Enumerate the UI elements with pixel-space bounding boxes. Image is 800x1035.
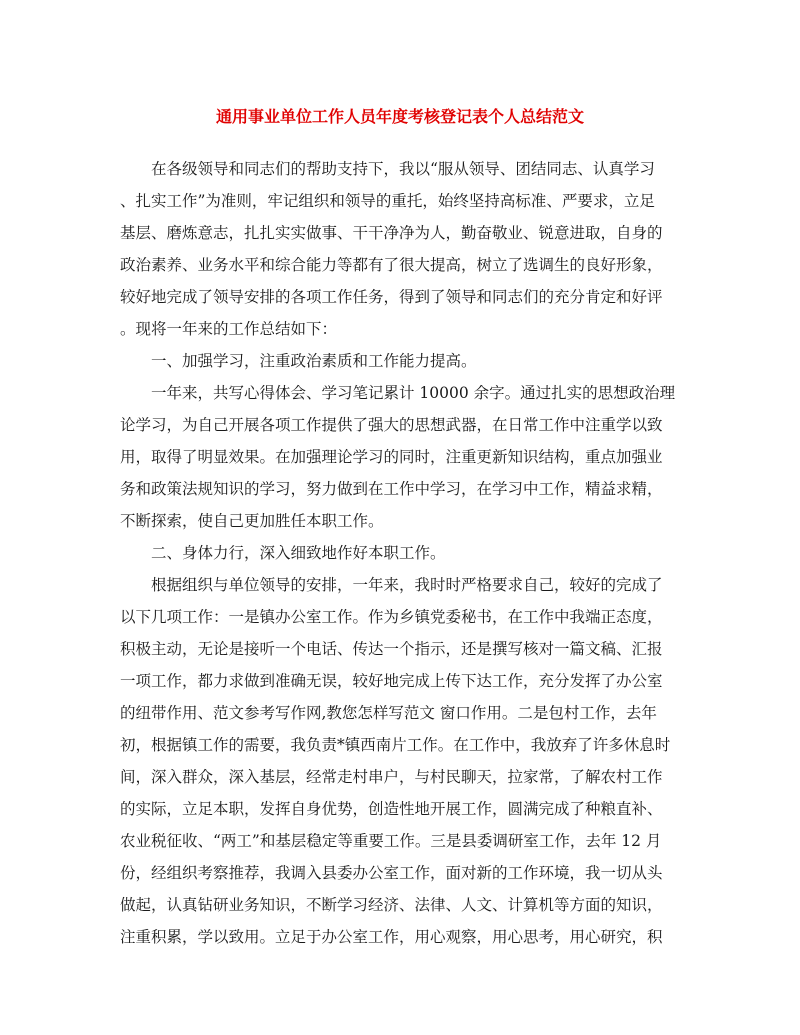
paragraph-line: 间，深入群众，深入基层，经常走村串户，与村民聊天，拉家常，了解农村工作 <box>120 768 663 786</box>
section-heading: 一、加强学习，注重政治素质和工作能力提高。 <box>151 352 477 370</box>
paragraph-line: 根据组织与单位领导的安排，一年来，我时时严格要求自己，较好的完成了 <box>151 576 663 594</box>
paragraph-line: 一项工作，都力求做到准确无误，较好地完成上传下达工作，充分发挥了办公室 <box>120 672 663 690</box>
paragraph-line: 注重积累，学以致用。立足于办公室工作，用心观察，用心思考，用心研究，积 <box>120 928 663 946</box>
paragraph-line: 论学习，为自己开展各项工作提供了强大的思想武器，在日常工作中注重学以致 <box>120 416 663 434</box>
paragraph-line: 的纽带作用、范文参考写作网,教您怎样写范文 窗口作用。二是包村工作，去年 <box>120 704 657 722</box>
document-title: 通用事业单位工作人员年度考核登记表个人总结范文 <box>215 107 584 126</box>
paragraph-line: 用，取得了明显效果。在加强理论学习的同时，注重更新知识结构，重点加强业 <box>120 448 663 466</box>
paragraph-line: 不断探索，使自己更加胜任本职工作。 <box>120 512 384 530</box>
paragraph-line: 农业税征收、“两工”和基层稳定等重要工作。三是县委调研室工作，去年 12 月 <box>120 832 662 850</box>
section-heading: 二、身体力行，深入细致地作好本职工作。 <box>151 544 446 562</box>
paragraph-line: 基层、磨炼意志，扎扎实实做事、干干净净为人，勤奋敬业、锐意进取，自身的 <box>120 224 663 242</box>
paragraph-line: 积极主动，无论是接听一个电话、传达一个指示，还是撰写核对一篇文稿、汇报 <box>120 640 663 658</box>
paragraph-line: 、扎实工作”为准则，牢记组织和领导的重托，始终坚持高标准、严要求，立足 <box>120 192 655 210</box>
paragraph-line: 的实际，立足本职，发挥自身优势，创造性地开展工作，圆满完成了种粮直补、 <box>120 800 663 818</box>
paragraph-line: 初，根据镇工作的需要，我负责*镇西南片工作。在工作中，我放弃了许多休息时 <box>120 736 671 754</box>
paragraph-line: 做起，认真钻研业务知识，不断学习经济、法律、人文、计算机等方面的知识， <box>120 896 663 914</box>
paragraph-line: 。现将一年来的工作总结如下： <box>120 320 338 338</box>
paragraph-line: 务和政策法规知识的学习，努力做到在工作中学习，在学习中工作，精益求精， <box>120 480 663 498</box>
paragraph-line: 份，经组织考察推荐，我调入县委办公室工作，面对新的工作环境，我一切从头 <box>120 864 663 882</box>
paragraph-line: 以下几项工作：一是镇办公室工作。作为乡镇党委秘书，在工作中我端正态度， <box>120 608 663 626</box>
paragraph-line: 政治素养、业务水平和综合能力等都有了很大提高，树立了选调生的良好形象， <box>120 256 663 274</box>
paragraph-line: 在各级领导和同志们的帮助支持下，我以“服从领导、团结同志、认真学习 <box>151 160 655 178</box>
paragraph-line: 较好地完成了领导安排的各项工作任务，得到了领导和同志们的充分肯定和好评 <box>120 288 663 306</box>
paragraph-line: 一年来，共写心得体会、学习笔记累计 10000 余字。通过扎实的思想政治理 <box>151 384 676 402</box>
document-body <box>120 153 680 953</box>
